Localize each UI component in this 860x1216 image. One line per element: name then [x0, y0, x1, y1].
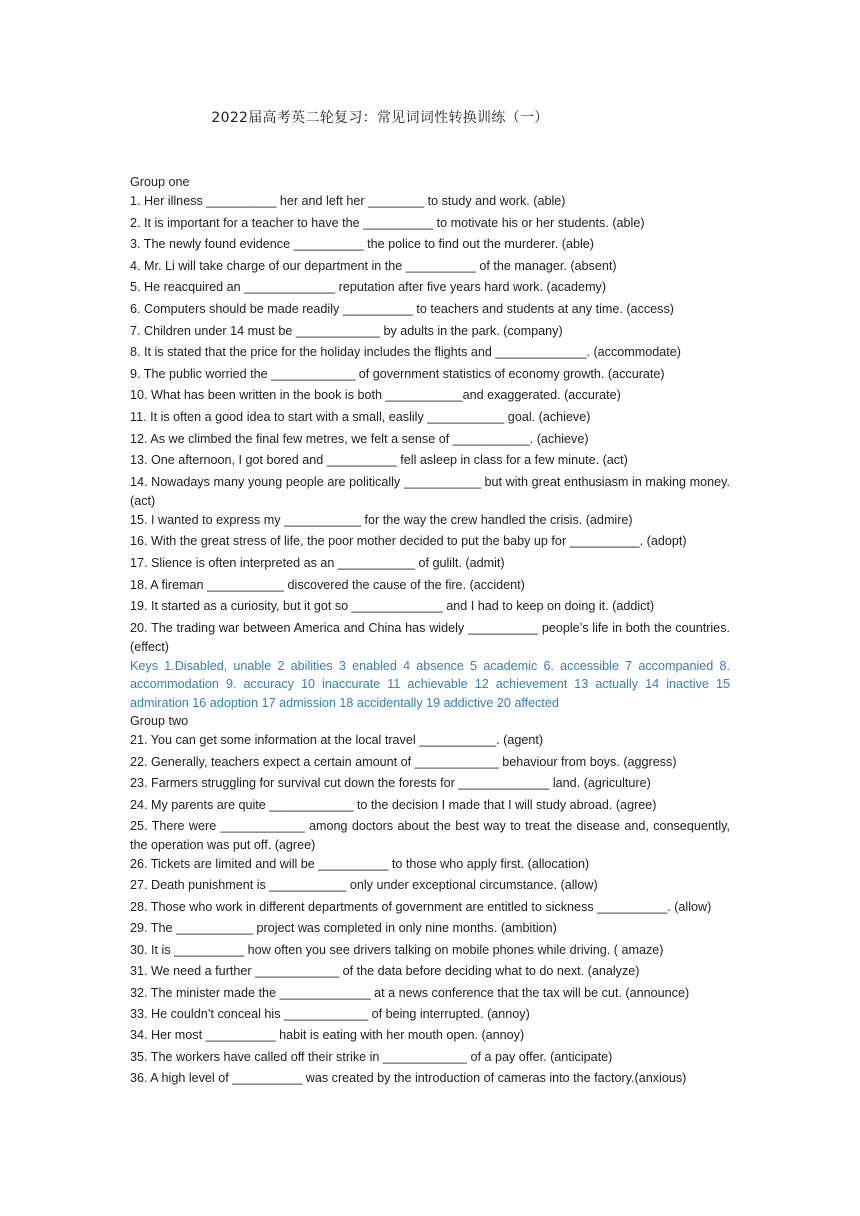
exercise-item: 10. What has been written in the book is both ___________and exaggerated. (accurate)	[130, 388, 621, 403]
exercise-item: 35. The workers have called off their strike in ____________ of a pay offer. (anticipate)	[130, 1049, 613, 1064]
exercise-item: 6. Computers should be made readily __________ to teachers and students at any time. (access)	[130, 301, 674, 316]
exercise-item: 26. Tickets are limited and will be __________ to those who apply first. (allocation)	[130, 856, 590, 871]
exercise-item: 15. I wanted to express my ___________ for the way the crew handled the crisis. (admire)	[130, 512, 633, 527]
exercise-item: 27. Death punishment is ___________ only under exceptional circumstance. (allow)	[130, 878, 598, 893]
exercise-item: 2. It is important for a teacher to have the __________ to motivate his or her students. (able)	[130, 215, 645, 230]
exercise-item: 24. My parents are quite ____________ to the decision I made that I will study abroad. (agree)	[130, 797, 657, 812]
exercise-item: 5. He reacquired an _____________ reputation after five years hard work. (academy)	[130, 280, 607, 295]
exercise-item: 1. Her illness __________ her and left her ________ to study and work. (able)	[130, 194, 566, 208]
group-two-list	[130, 731, 730, 1088]
exercise-item: 7. Children under 14 must be ____________ by adults in the park. (company)	[130, 323, 563, 338]
exercise-item: 9. The public worried the ____________ of government statistics of economy growth. (accurate)	[130, 366, 665, 381]
exercise-item: 31. We need a further ____________ of the data before deciding what to do next. (analyze)	[130, 964, 640, 979]
exercise-item: 23. Farmers struggling for survival cut down the forests for _____________ land. (agriculture)	[130, 776, 651, 791]
exercise-item: 30. It is __________ how often you see drivers talking on mobile phones while driving. ( amaze)	[130, 942, 664, 957]
exercise-item: 4. Mr. Li will take charge of our department in the __________ of the manager. (absent)	[130, 258, 617, 273]
exercise-item: 29. The ___________ project was completed in only nine months. (ambition)	[130, 921, 557, 936]
exercise-item: 3. The newly found evidence __________ the police to find out the murderer. (able)	[130, 237, 594, 252]
exercise-item: 11. It is often a good idea to start with a small, easlily ___________ goal. (achieve)	[130, 409, 591, 424]
exercise-item: 22. Generally, teachers expect a certain amount of ____________ behaviour from boys. (aggress)	[130, 754, 677, 769]
document-title: 2022届高考英二轮复习：常见词词性转换训练（一）	[211, 110, 549, 126]
group-one-heading: Group one	[130, 175, 190, 189]
group-one-list	[130, 192, 730, 657]
exercise-item: 33. He couldn’t conceal his ____________ of being interrupted. (annoy)	[130, 1006, 530, 1021]
group-one-keys: Keys 1.Disabled, unable 2 abilities 3 enabled 4 absence 5 academic 6. accessible 7 accompanied 8. accommodation 9. accuracy 10 inaccurate 11 achievable 12 achievement 13 actually 14 inactive 15 admiration 16 adoption 17 admission 18 accidentally 19 addictive 20 affected	[130, 658, 730, 710]
exercise-item: 25. There were ____________ among doctors about the best way to treat the disease and, consequently, the operation was put off. (agree)	[130, 819, 730, 852]
exercise-item: 21. You can get some information at the local travel ___________. (agent)	[130, 733, 544, 748]
exercise-item: 18. A fireman ___________ discovered the cause of the fire. (accident)	[130, 577, 525, 592]
exercise-item: 32. The minister made the _____________ at a news conference that the tax will be cut. (announce)	[130, 985, 690, 1000]
exercise-item: 20. The trading war between America and China has widely __________ people’s life in both the countries.(effect)	[130, 620, 730, 654]
exercise-item: 17. Slience is often interpreted as an ___________ of gulilt. (admit)	[130, 555, 505, 570]
exercise-item: 34. Her most __________ habit is eating with her mouth open. (annoy)	[130, 1028, 525, 1043]
exercise-item: 12. As we climbed the final few metres, we felt a sense of ___________. (achieve)	[130, 431, 589, 446]
exercise-item: 13. One afternoon, I got bored and __________ fell asleep in class for a few minute. (act)	[130, 453, 628, 468]
exercise-item: 16. With the great stress of life, the poor mother decided to put the baby up for __________. (adopt)	[130, 534, 687, 549]
exercise-item: 8. It is stated that the price for the holiday includes the flights and _____________. (accommodate)	[130, 345, 681, 360]
exercise-item: 36. A high level of __________ was created by the introduction of cameras into the factory.(anxious)	[130, 1071, 687, 1086]
group-two-heading: Group two	[130, 714, 189, 729]
document-content	[130, 173, 730, 1091]
exercise-item: 28. Those who work in different departments of government are entitled to sickness __________. (allow)	[130, 899, 712, 914]
exercise-item: 19. It started as a curiosity, but it got so _____________ and I had to keep on doing it. (addict)	[130, 599, 655, 614]
exercise-item: 14. Nowadays many young people are politically ___________ but with great enthusiasm in making money. (act)	[130, 474, 730, 508]
